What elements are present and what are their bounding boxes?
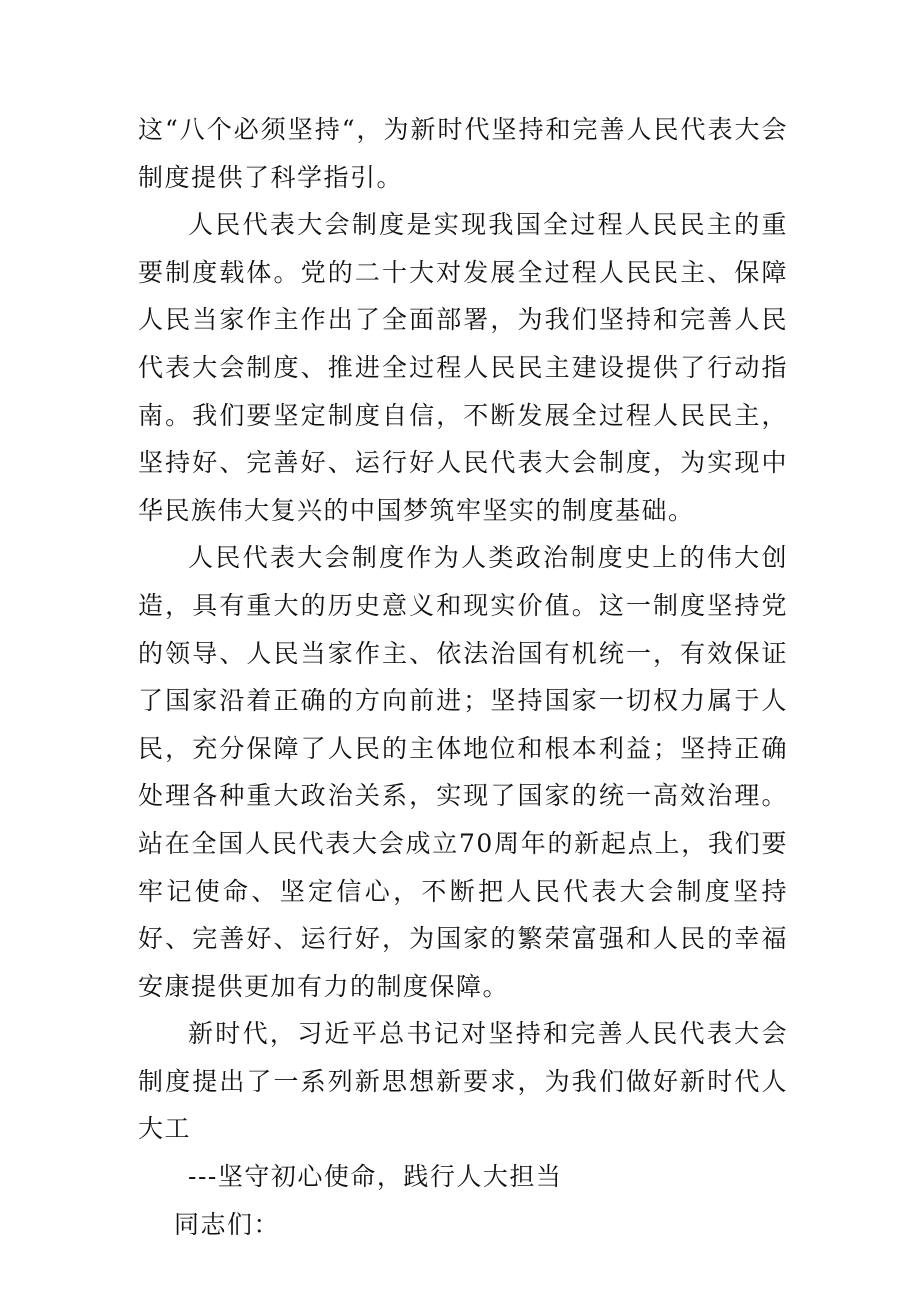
paragraph-4: 新时代，习近平总书记对坚持和完善人民代表大会制度提出了一系列新思想新要求，为我们做好新时代人大工 <box>138 1019 788 1144</box>
paragraph-1: 这“八个必须坚持“，为新时代坚持和完善人民代表大会制度提供了科学指引。 <box>138 115 788 192</box>
salutation: 同志们： <box>174 1209 281 1239</box>
speech-subtitle: ---坚守初心使命，践行人大担当 <box>188 1162 563 1192</box>
document-body <box>138 106 788 1248</box>
paragraph-2: 人民代表大会制度是实现我国全过程人民民主的重要制度载体。党的二十大对发展全过程人民民主、保障人民当家作主作出了全面部署，为我们坚持和完善人民代表大会制度、推进全过程人民民主建设提供了行动指南。我们要坚定制度自信，不断发展全过程人民民主，坚持好、完善好、运行好人民代表大会制度，为实现中华民族伟大复兴的中国梦筑牢坚实的制度基础。 <box>138 210 788 525</box>
paragraph-3: 人民代表大会制度作为人类政治制度史上的伟大创造，具有重大的历史意义和现实价值。这一制度坚持党的领导、人民当家作主、依法治国有机统一，有效保证了国家沿着正确的方向前进；坚持国家一切权力属于人民，充分保障了人民的主体地位和根本利益；坚持正确处理各种重大政治关系，实现了国家的统一高效治理。站在全国人民代表大会成立70周年的新起点上，我们要牢记使命、坚定信心，不断把人民代表大会制度坚持好、完善好、运行好，为国家的繁荣富强和人民的幸福安康提供更加有力的制度保障。 <box>138 543 788 1001</box>
